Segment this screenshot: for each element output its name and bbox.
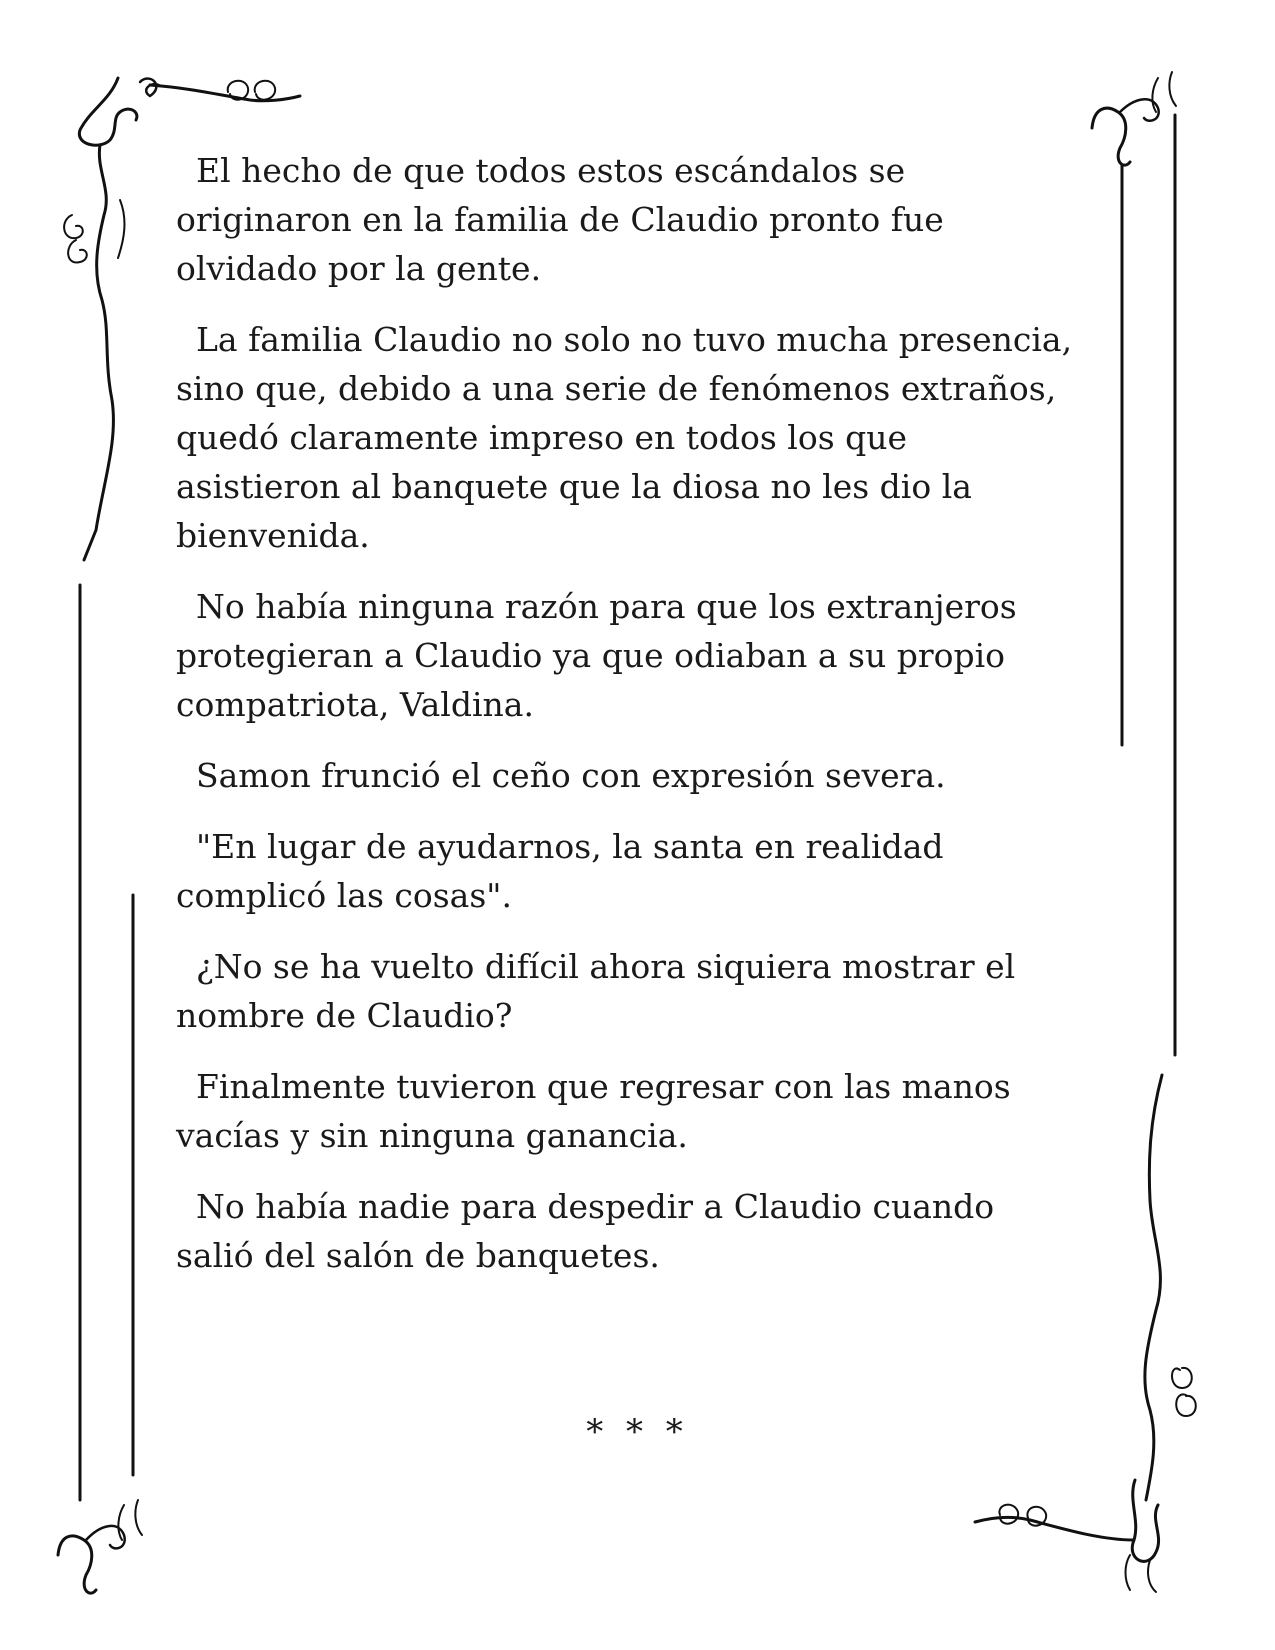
story-text	[176, 146, 1076, 1302]
scene-separator: * * *	[586, 1412, 689, 1452]
paragraph-5: "En lugar de ayudarnos, la santa en realidad complicó las cosas".	[176, 827, 944, 915]
flourish-top-right	[1092, 72, 1176, 165]
paragraph-3: No había ninguna razón para que los extranjeros protegieran a Claudio ya que odiaban a su propio compatriota, Valdina.	[176, 587, 1017, 724]
paragraph-6: ¿No se ha vuelto difícil ahora siquiera mostrar el nombre de Claudio?	[176, 947, 1016, 1035]
paragraph-7: Finalmente tuvieron que regresar con las manos vacías y sin ninguna ganancia.	[176, 1067, 1011, 1155]
paragraph-1: El hecho de que todos estos escándalos se originaron en la familia de Claudio pronto fue olvidado por la gente.	[176, 151, 944, 288]
flourish-bottom-left	[58, 1500, 142, 1593]
paragraph-2: La familia Claudio no solo no tuvo mucha presencia, sino que, debido a una serie de fenómenos extraños, quedó claramente impreso en todos los que asistieron al banquete que la diosa no les dio la bienvenida.	[176, 320, 1073, 555]
paragraph-4: Samon frunció el ceño con expresión severa.	[196, 756, 946, 795]
paragraph-8: No había nadie para despedir a Claudio cuando salió del salón de banquetes.	[176, 1187, 995, 1275]
